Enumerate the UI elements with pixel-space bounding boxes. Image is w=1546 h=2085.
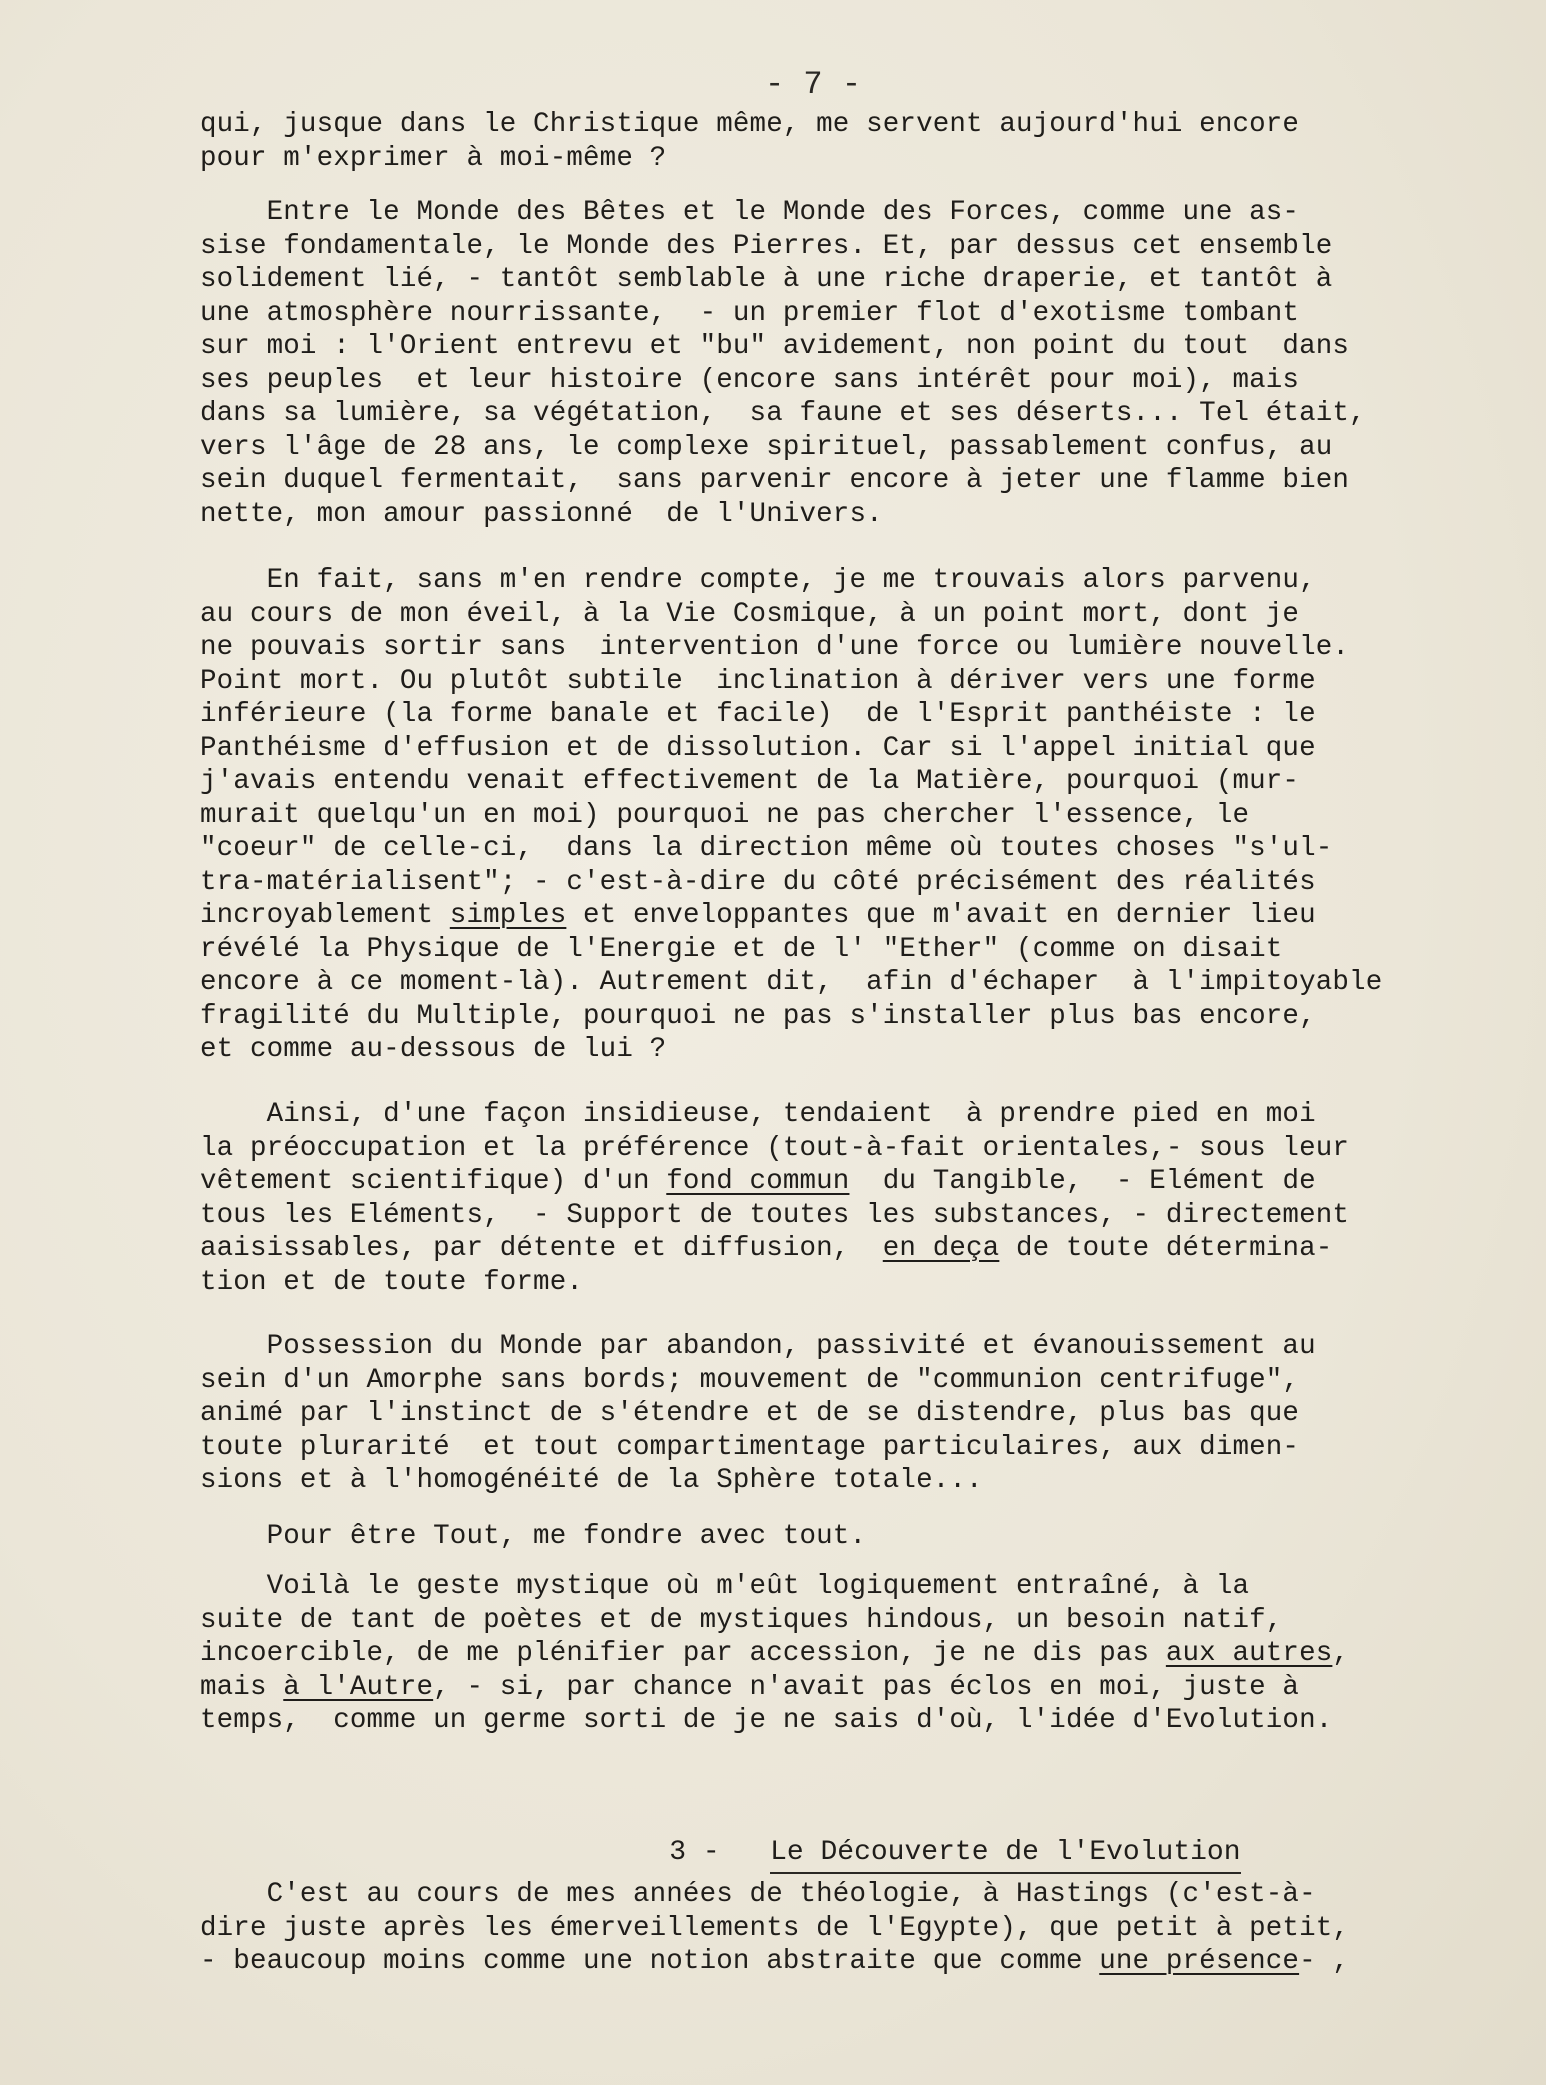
- text-line: [200, 633, 1349, 663]
- text-line: [200, 1002, 1316, 1032]
- line-text: Possession du Monde par abandon, passivité et évanouissement au: [200, 1331, 1316, 1362]
- line-text: la préoccupation et la préférence (tout-à-fait orientales,- sous leur: [200, 1132, 1350, 1164]
- text-line: [200, 1399, 1299, 1429]
- section-number: 3 -: [669, 1837, 720, 1868]
- text-line: [200, 901, 1316, 931]
- text-line: [200, 198, 1299, 228]
- line-text: pour m'exprimer à moi-même ?: [200, 142, 667, 174]
- text-line: [200, 110, 1299, 140]
- text-line: [200, 1639, 1349, 1669]
- line-text: animé par l'instinct de s'étendre et de se distendre, plus bas que: [200, 1398, 1300, 1429]
- line-text: tra-matérialisent"; - c'est-à-dire du côté précisément des réalités: [200, 866, 1316, 898]
- text-line: [200, 1880, 1316, 1910]
- text-line: [200, 399, 1366, 429]
- text-line: [200, 1332, 1316, 1362]
- line-text: tion et de toute forme.: [200, 1266, 584, 1298]
- line-text: vêtement scientifique) d'un: [200, 1166, 667, 1197]
- line-text: C'est au cours de mes années de théologie, à Hastings (c'est-à-: [200, 1879, 1316, 1910]
- text-line: [200, 1706, 1332, 1736]
- text-line: [200, 1947, 1349, 1977]
- text-line: [200, 1234, 1332, 1264]
- line-text: et comme au-dessous de lui ?: [200, 1034, 667, 1065]
- line-text: solidement lié, - tantôt semblable à une riche draperie, et tantôt à: [200, 264, 1333, 295]
- page-number: - 7 -: [765, 66, 862, 103]
- line-text: j'avais entendu venait effectivement de la Matière, pourquoi (mur-: [200, 766, 1300, 797]
- text-line: [200, 1134, 1349, 1164]
- line-text: aaisissables, par détente et diffusion,: [200, 1233, 883, 1264]
- line-text: temps, comme un germe sorti de je ne sais d'où, l'idée d'Evolution.: [200, 1705, 1333, 1736]
- text-line: [200, 1572, 1249, 1602]
- text-line: [200, 1673, 1299, 1703]
- line-text: tous les Eléments, - Support de toutes les substances, - directement: [200, 1199, 1350, 1231]
- line-text: , - si, par chance n'avait pas éclos en moi, juste à: [433, 1671, 1300, 1703]
- line-text: une atmosphère nourrissante, - un premier flot d'exotisme tombant: [200, 297, 1300, 329]
- underlined-text: aux autres: [1165, 1638, 1333, 1669]
- line-text: fragilité du Multiple, pourquoi ne pas s'installer plus bas encore,: [200, 1000, 1316, 1032]
- underlined-text: à l'Autre: [283, 1671, 434, 1703]
- line-text: sein d'un Amorphe sans bords; mouvement de "communion centrifuge",: [200, 1364, 1300, 1396]
- line-text: Point mort. Ou plutôt subtile inclination à dériver vers une forme: [200, 665, 1316, 697]
- line-text: Entre le Monde des Bêtes et le Monde des Forces, comme une as-: [200, 197, 1300, 228]
- section-title: Le Découverte de l'Evolution: [770, 1837, 1240, 1874]
- line-text: sise fondamentale, le Monde des Pierres. Et, par dessus cet ensemble: [200, 230, 1333, 262]
- line-text: du Tangible, - Elément de: [849, 1166, 1316, 1197]
- text-line: [200, 466, 1349, 496]
- underlined-text: une présence: [1099, 1946, 1300, 1977]
- text-line: [200, 566, 1316, 596]
- line-text: incoercible, de me plénifier par accession, je ne dis pas: [200, 1638, 1166, 1669]
- text-line: [200, 1100, 1316, 1130]
- text-line: [200, 1201, 1349, 1231]
- line-text: sur moi : l'Orient entrevu et "bu" avidement, non point du tout dans: [200, 331, 1350, 362]
- line-text: ne pouvais sortir sans intervention d'une force ou lumière nouvelle.: [200, 632, 1350, 663]
- text-line: [200, 935, 1282, 965]
- line-text: - ,: [1299, 1946, 1350, 1977]
- text-line: [200, 1366, 1299, 1396]
- line-text: Pour être Tout, me fondre avec tout.: [200, 1521, 867, 1552]
- underlined-text: en deça: [882, 1233, 1000, 1264]
- line-text: toute plurarité et tout compartimentage particulaires, aux dimen-: [200, 1431, 1300, 1463]
- line-text: ,: [1332, 1638, 1350, 1669]
- line-text: - beaucoup moins comme une notion abstraite que comme: [200, 1946, 1100, 1977]
- line-text: incroyablement: [200, 900, 450, 931]
- line-text: Voilà le geste mystique où m'eût logiquement entraîné, à la: [200, 1571, 1250, 1602]
- text-line: [200, 1035, 666, 1065]
- text-line: [200, 433, 1332, 463]
- text-line: [200, 968, 1382, 998]
- line-text: Ainsi, d'une façon insidieuse, tendaient à prendre pied en moi: [200, 1099, 1316, 1130]
- text-line: [200, 1268, 583, 1298]
- underlined-text: simples: [449, 900, 567, 931]
- text-line: [200, 265, 1332, 295]
- line-text: murait quelqu'un en moi) pourquoi ne pas chercher l'essence, le: [200, 799, 1250, 831]
- line-text: dans sa lumière, sa végétation, sa faune et ses déserts... Tel était,: [200, 398, 1366, 429]
- line-text: vers l'âge de 28 ans, le complexe spirituel, passablement confus, au: [200, 431, 1333, 463]
- line-text: ses peuples et leur histoire (encore sans intérêt pour moi), mais: [200, 364, 1300, 396]
- text-line: [200, 868, 1316, 898]
- text-line: [200, 801, 1249, 831]
- line-text: sein duquel fermentait, sans parvenir encore à jeter une flamme bien: [200, 465, 1350, 496]
- text-line: [200, 299, 1299, 329]
- line-text: En fait, sans m'en rendre compte, je me trouvais alors parvenu,: [200, 565, 1316, 596]
- line-text: Panthéisme d'effusion et de dissolution. Car si l'appel initial que: [200, 732, 1316, 764]
- text-line: [200, 767, 1299, 797]
- text-line: [200, 667, 1316, 697]
- text-line: [200, 1606, 1282, 1636]
- text-line: [200, 1466, 983, 1496]
- line-text: de toute détermina-: [999, 1233, 1333, 1264]
- line-text: dire juste après les émerveillements de l'Egypte), que petit à petit,: [200, 1912, 1350, 1944]
- line-text: mais: [200, 1671, 284, 1703]
- text-line: [200, 834, 1332, 864]
- underlined-text: fond commun: [666, 1166, 850, 1197]
- line-text: au cours de mon éveil, à la Vie Cosmique, à un point mort, dont je: [200, 598, 1300, 630]
- line-text: suite de tant de poètes et de mystiques hindous, un besoin natif,: [200, 1604, 1283, 1636]
- line-text: révélé la Physique de l'Energie et de l' "Ether" (comme on disait: [200, 933, 1283, 965]
- text-line: [200, 232, 1332, 262]
- text-line: [200, 144, 666, 174]
- text-line: [200, 600, 1299, 630]
- text-line: [200, 366, 1299, 396]
- text-line: [200, 1433, 1299, 1463]
- text-line: [200, 734, 1316, 764]
- line-text: inférieure (la forme banale et facile) de l'Esprit panthéiste : le: [200, 699, 1316, 730]
- line-text: qui, jusque dans le Christique même, me servent aujourd'hui encore: [200, 109, 1300, 140]
- text-line: [200, 332, 1349, 362]
- line-text: encore à ce moment-là). Autrement dit, afin d'échaper à l'impitoyable: [200, 967, 1383, 998]
- line-text: "coeur" de celle-ci, dans la direction même où toutes choses "s'ul-: [200, 833, 1333, 864]
- line-text: et enveloppantes que m'avait en dernier lieu: [566, 900, 1316, 931]
- text-line: [200, 1914, 1349, 1944]
- line-text: nette, mon amour passionné de l'Univers.: [200, 498, 883, 530]
- text-line: [200, 1522, 866, 1552]
- line-text: sions et à l'homogénéité de la Sphère totale...: [200, 1465, 983, 1496]
- text-line: [200, 1167, 1316, 1197]
- text-line: [200, 500, 883, 530]
- text-line: [200, 700, 1316, 730]
